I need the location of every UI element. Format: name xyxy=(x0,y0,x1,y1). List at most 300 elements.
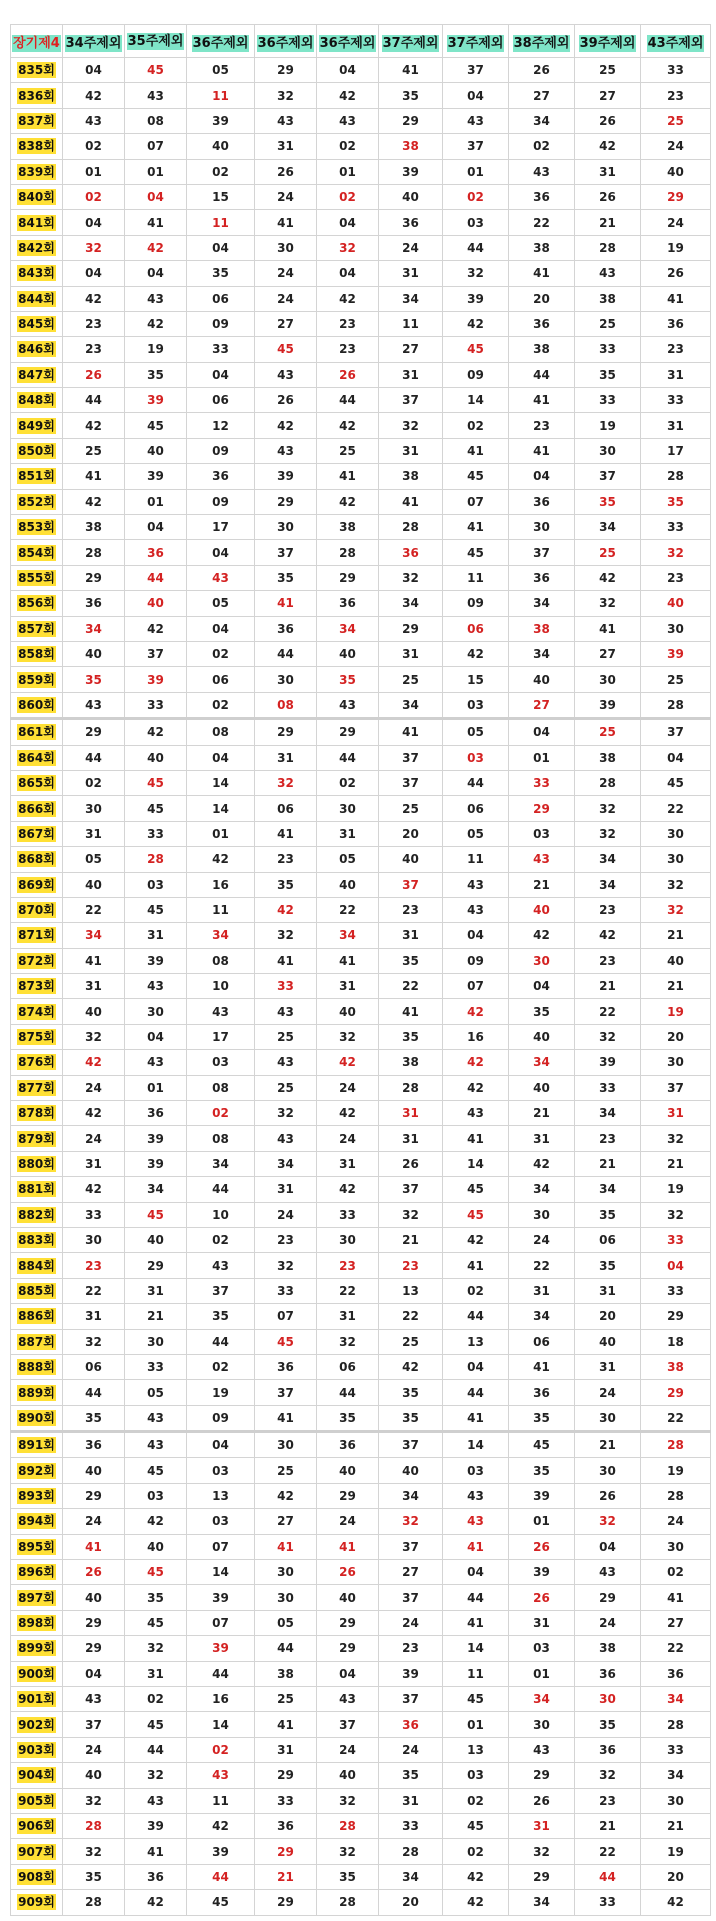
number-cell: 09 xyxy=(443,591,509,616)
number-cell: 14 xyxy=(443,1432,509,1458)
number-cell: 37 xyxy=(379,388,443,413)
number-cell: 44 xyxy=(187,1661,255,1686)
number-cell: 31 xyxy=(575,1278,641,1303)
number-cell: 34 xyxy=(509,1177,575,1202)
number-cell: 03 xyxy=(443,1458,509,1483)
round-label: 872회 xyxy=(18,953,55,968)
number-cell: 26 xyxy=(509,1788,575,1813)
number-cell: 40 xyxy=(125,745,187,770)
number-cell: 20 xyxy=(379,821,443,846)
round-cell xyxy=(11,58,63,83)
number-cell: 31 xyxy=(317,974,379,999)
table-row xyxy=(11,641,711,666)
number-cell: 22 xyxy=(379,974,443,999)
number-cell: 03 xyxy=(187,1458,255,1483)
number-cell: 22 xyxy=(641,796,711,821)
number-cell: 07 xyxy=(125,134,187,159)
number-cell: 33 xyxy=(255,1788,317,1813)
header-col-4: 36주제외 xyxy=(255,25,317,58)
number-cell: 26 xyxy=(509,1534,575,1559)
number-cell: 39 xyxy=(187,1585,255,1610)
number-cell: 21 xyxy=(641,1813,711,1838)
round-cell xyxy=(11,438,63,463)
round-label: 896회 xyxy=(18,1565,55,1580)
number-cell: 42 xyxy=(443,1050,509,1075)
round-label: 898회 xyxy=(18,1616,55,1631)
table-row xyxy=(11,948,711,973)
number-cell: 20 xyxy=(575,1304,641,1329)
number-cell: 41 xyxy=(255,948,317,973)
round-cell xyxy=(11,134,63,159)
number-cell: 35 xyxy=(317,1864,379,1889)
number-cell: 09 xyxy=(187,438,255,463)
number-cell: 38 xyxy=(575,286,641,311)
number-cell: 43 xyxy=(125,1432,187,1458)
number-cell: 04 xyxy=(317,1661,379,1686)
number-cell: 41 xyxy=(509,438,575,463)
number-cell: 02 xyxy=(187,1101,255,1126)
number-cell: 42 xyxy=(443,1227,509,1252)
number-cell: 42 xyxy=(125,1509,187,1534)
round-cell xyxy=(11,1712,63,1737)
round-cell xyxy=(11,1509,63,1534)
number-cell: 02 xyxy=(443,413,509,438)
round-label: 884회 xyxy=(18,1258,55,1273)
number-cell: 41 xyxy=(575,616,641,641)
number-cell: 30 xyxy=(509,1202,575,1227)
number-cell: 36 xyxy=(575,1661,641,1686)
number-cell: 06 xyxy=(187,286,255,311)
number-cell: 43 xyxy=(63,1687,125,1712)
number-cell: 41 xyxy=(317,464,379,489)
number-cell: 32 xyxy=(63,1329,125,1354)
number-cell: 44 xyxy=(509,362,575,387)
table-row xyxy=(11,770,711,795)
number-cell: 33 xyxy=(641,58,711,83)
number-cell: 31 xyxy=(379,923,443,948)
number-cell: 39 xyxy=(125,464,187,489)
number-cell: 42 xyxy=(125,616,187,641)
number-cell: 04 xyxy=(125,184,187,209)
number-cell: 41 xyxy=(509,388,575,413)
number-cell: 14 xyxy=(443,1636,509,1661)
round-cell xyxy=(11,1354,63,1379)
number-cell: 42 xyxy=(255,1483,317,1508)
round-label: 848회 xyxy=(18,393,55,408)
number-cell: 32 xyxy=(63,235,125,260)
number-cell: 33 xyxy=(509,770,575,795)
number-cell: 29 xyxy=(317,719,379,745)
number-cell: 29 xyxy=(255,489,317,514)
number-cell: 25 xyxy=(641,667,711,692)
number-cell: 28 xyxy=(379,1839,443,1864)
number-cell: 40 xyxy=(317,1763,379,1788)
round-cell xyxy=(11,1126,63,1151)
number-cell: 44 xyxy=(187,1329,255,1354)
number-cell: 07 xyxy=(255,1304,317,1329)
number-cell: 12 xyxy=(187,413,255,438)
number-cell: 32 xyxy=(575,1763,641,1788)
number-cell: 44 xyxy=(125,1737,187,1762)
number-cell: 01 xyxy=(443,159,509,184)
number-cell: 21 xyxy=(641,1151,711,1176)
number-cell: 45 xyxy=(125,58,187,83)
number-cell: 24 xyxy=(641,210,711,235)
number-cell: 01 xyxy=(509,1661,575,1686)
number-cell: 37 xyxy=(379,1687,443,1712)
number-cell: 43 xyxy=(255,1126,317,1151)
number-cell: 45 xyxy=(125,897,187,922)
number-cell: 37 xyxy=(187,1278,255,1303)
number-cell: 02 xyxy=(443,1788,509,1813)
number-cell: 14 xyxy=(443,388,509,413)
round-cell xyxy=(11,1458,63,1483)
number-cell: 02 xyxy=(443,1278,509,1303)
round-cell xyxy=(11,591,63,616)
number-cell: 42 xyxy=(63,1050,125,1075)
number-cell: 29 xyxy=(63,1483,125,1508)
number-cell: 45 xyxy=(125,413,187,438)
number-cell: 15 xyxy=(187,184,255,209)
number-cell: 43 xyxy=(443,1483,509,1508)
number-cell: 36 xyxy=(63,1432,125,1458)
number-cell: 29 xyxy=(255,1890,317,1915)
table-row xyxy=(11,286,711,311)
number-cell: 40 xyxy=(63,1458,125,1483)
number-cell: 23 xyxy=(575,1788,641,1813)
number-cell: 11 xyxy=(443,1661,509,1686)
number-cell: 42 xyxy=(443,311,509,336)
number-cell: 40 xyxy=(379,184,443,209)
round-cell xyxy=(11,692,63,718)
number-cell: 29 xyxy=(575,1585,641,1610)
number-cell: 32 xyxy=(125,1636,187,1661)
number-cell: 43 xyxy=(187,1253,255,1278)
number-cell: 32 xyxy=(63,1024,125,1049)
number-cell: 32 xyxy=(379,413,443,438)
number-cell: 13 xyxy=(443,1737,509,1762)
number-cell: 13 xyxy=(443,1329,509,1354)
table-row xyxy=(11,565,711,590)
number-cell: 41 xyxy=(317,1534,379,1559)
number-cell: 15 xyxy=(443,667,509,692)
round-label: 894회 xyxy=(18,1514,55,1529)
number-cell: 34 xyxy=(509,641,575,666)
number-cell: 28 xyxy=(641,1712,711,1737)
round-label: 907회 xyxy=(18,1844,55,1859)
number-cell: 28 xyxy=(379,515,443,540)
number-cell: 23 xyxy=(641,337,711,362)
table-row xyxy=(11,1763,711,1788)
round-cell xyxy=(11,261,63,286)
round-label: 850회 xyxy=(18,444,55,459)
number-cell: 45 xyxy=(125,796,187,821)
number-cell: 22 xyxy=(509,210,575,235)
number-cell: 02 xyxy=(641,1560,711,1585)
number-cell: 03 xyxy=(125,872,187,897)
round-label: 909회 xyxy=(18,1895,55,1910)
number-cell: 43 xyxy=(125,286,187,311)
number-cell: 41 xyxy=(379,719,443,745)
number-cell: 45 xyxy=(187,1890,255,1915)
round-label: 899회 xyxy=(18,1641,55,1656)
number-cell: 39 xyxy=(187,1636,255,1661)
number-cell: 31 xyxy=(125,1278,187,1303)
number-cell: 43 xyxy=(255,362,317,387)
number-cell: 06 xyxy=(317,1354,379,1379)
round-label: 905회 xyxy=(18,1793,55,1808)
number-cell: 36 xyxy=(125,1864,187,1889)
number-cell: 35 xyxy=(255,565,317,590)
number-cell: 30 xyxy=(317,1227,379,1252)
round-label: 836회 xyxy=(18,88,55,103)
number-cell: 33 xyxy=(255,974,317,999)
number-cell: 26 xyxy=(255,388,317,413)
table-row xyxy=(11,591,711,616)
number-cell: 40 xyxy=(317,1585,379,1610)
number-cell: 32 xyxy=(443,261,509,286)
table-row xyxy=(11,1890,711,1915)
number-cell: 43 xyxy=(509,1737,575,1762)
number-cell: 42 xyxy=(509,923,575,948)
number-cell: 32 xyxy=(317,235,379,260)
number-cell: 42 xyxy=(187,847,255,872)
number-cell: 04 xyxy=(63,261,125,286)
number-cell: 05 xyxy=(443,719,509,745)
number-cell: 02 xyxy=(63,184,125,209)
number-cell: 09 xyxy=(187,311,255,336)
number-cell: 44 xyxy=(125,565,187,590)
number-cell: 35 xyxy=(187,1304,255,1329)
round-cell xyxy=(11,388,63,413)
number-cell: 31 xyxy=(379,1101,443,1126)
number-cell: 02 xyxy=(63,134,125,159)
number-cell: 39 xyxy=(125,1151,187,1176)
table-row xyxy=(11,667,711,692)
number-cell: 42 xyxy=(317,413,379,438)
number-cell: 43 xyxy=(187,1763,255,1788)
number-cell: 20 xyxy=(641,1024,711,1049)
number-cell: 32 xyxy=(317,1788,379,1813)
round-cell xyxy=(11,847,63,872)
number-cell: 39 xyxy=(125,948,187,973)
round-label: 847회 xyxy=(18,367,55,382)
number-cell: 25 xyxy=(575,58,641,83)
number-cell: 19 xyxy=(575,413,641,438)
number-cell: 30 xyxy=(255,1560,317,1585)
number-cell: 02 xyxy=(443,1839,509,1864)
number-cell: 37 xyxy=(125,641,187,666)
header-col-9: 39주제외 xyxy=(575,25,641,58)
number-cell: 24 xyxy=(509,1227,575,1252)
number-cell: 35 xyxy=(379,1024,443,1049)
number-cell: 34 xyxy=(509,1050,575,1075)
number-cell: 06 xyxy=(575,1227,641,1252)
number-cell: 44 xyxy=(443,770,509,795)
round-cell xyxy=(11,1151,63,1176)
number-cell: 04 xyxy=(509,974,575,999)
number-cell: 40 xyxy=(63,1585,125,1610)
number-cell: 04 xyxy=(63,210,125,235)
number-cell: 04 xyxy=(125,261,187,286)
number-cell: 29 xyxy=(379,108,443,133)
number-cell: 26 xyxy=(509,1585,575,1610)
round-label: 838회 xyxy=(18,139,55,154)
number-cell: 35 xyxy=(63,1405,125,1431)
number-cell: 41 xyxy=(63,1534,125,1559)
round-label: 853회 xyxy=(18,520,55,535)
number-cell: 42 xyxy=(443,1075,509,1100)
number-cell: 31 xyxy=(379,362,443,387)
round-label: 858회 xyxy=(18,647,55,662)
number-cell: 42 xyxy=(63,489,125,514)
number-cell: 27 xyxy=(255,1509,317,1534)
number-cell: 36 xyxy=(125,1101,187,1126)
number-cell: 19 xyxy=(187,1380,255,1405)
number-cell: 24 xyxy=(63,1509,125,1534)
number-cell: 39 xyxy=(509,1483,575,1508)
number-cell: 33 xyxy=(317,1202,379,1227)
number-cell: 11 xyxy=(379,311,443,336)
round-cell xyxy=(11,616,63,641)
number-cell: 25 xyxy=(255,1075,317,1100)
number-cell: 29 xyxy=(379,616,443,641)
number-cell: 33 xyxy=(641,388,711,413)
number-cell: 37 xyxy=(379,770,443,795)
number-cell: 39 xyxy=(575,692,641,718)
number-cell: 31 xyxy=(509,1813,575,1838)
number-cell: 33 xyxy=(255,1278,317,1303)
header-col-6: 37주제외 xyxy=(379,25,443,58)
round-label: 859회 xyxy=(18,672,55,687)
number-cell: 19 xyxy=(641,1177,711,1202)
number-cell: 05 xyxy=(63,847,125,872)
number-cell: 09 xyxy=(443,948,509,973)
number-cell: 33 xyxy=(575,388,641,413)
round-cell xyxy=(11,286,63,311)
number-cell: 29 xyxy=(509,1763,575,1788)
round-cell xyxy=(11,1405,63,1431)
number-cell: 40 xyxy=(317,872,379,897)
number-cell: 30 xyxy=(641,1534,711,1559)
number-cell: 35 xyxy=(379,1405,443,1431)
number-cell: 08 xyxy=(187,1126,255,1151)
round-label: 885회 xyxy=(18,1283,55,1298)
number-cell: 09 xyxy=(187,1405,255,1431)
header-col-3: 36주제외 xyxy=(187,25,255,58)
number-cell: 35 xyxy=(509,1405,575,1431)
number-cell: 32 xyxy=(379,1509,443,1534)
number-cell: 23 xyxy=(317,337,379,362)
number-cell: 26 xyxy=(575,184,641,209)
table-row xyxy=(11,1585,711,1610)
number-cell: 42 xyxy=(509,1151,575,1176)
round-label: 849회 xyxy=(18,418,55,433)
number-cell: 04 xyxy=(317,210,379,235)
number-cell: 38 xyxy=(379,134,443,159)
number-cell: 42 xyxy=(317,1050,379,1075)
round-label: 888회 xyxy=(18,1360,55,1375)
number-cell: 43 xyxy=(255,999,317,1024)
header-round: 장기제4 xyxy=(11,25,63,58)
number-cell: 42 xyxy=(379,1354,443,1379)
number-cell: 38 xyxy=(641,1354,711,1379)
number-cell: 36 xyxy=(641,1661,711,1686)
round-cell xyxy=(11,1890,63,1915)
number-cell: 40 xyxy=(509,1075,575,1100)
number-cell: 10 xyxy=(187,1202,255,1227)
number-cell: 29 xyxy=(255,1763,317,1788)
round-label: 897회 xyxy=(18,1590,55,1605)
round-cell xyxy=(11,1380,63,1405)
number-cell: 33 xyxy=(125,692,187,718)
number-cell: 23 xyxy=(379,1253,443,1278)
number-cell: 35 xyxy=(63,1864,125,1889)
number-cell: 30 xyxy=(575,667,641,692)
number-cell: 42 xyxy=(443,641,509,666)
round-label: 851회 xyxy=(18,469,55,484)
number-cell: 42 xyxy=(255,897,317,922)
number-cell: 39 xyxy=(379,159,443,184)
number-cell: 43 xyxy=(443,897,509,922)
number-cell: 33 xyxy=(641,1278,711,1303)
number-cell: 25 xyxy=(317,438,379,463)
table-row xyxy=(11,1202,711,1227)
number-cell: 32 xyxy=(317,1839,379,1864)
number-cell: 26 xyxy=(509,58,575,83)
number-cell: 26 xyxy=(379,1151,443,1176)
number-cell: 02 xyxy=(187,692,255,718)
number-cell: 41 xyxy=(379,999,443,1024)
number-cell: 34 xyxy=(317,923,379,948)
number-cell: 43 xyxy=(443,108,509,133)
number-cell: 40 xyxy=(379,847,443,872)
number-cell: 41 xyxy=(443,438,509,463)
round-cell xyxy=(11,1636,63,1661)
number-cell: 24 xyxy=(317,1737,379,1762)
round-cell xyxy=(11,565,63,590)
number-cell: 23 xyxy=(63,337,125,362)
number-cell: 41 xyxy=(443,1610,509,1635)
number-cell: 38 xyxy=(63,515,125,540)
number-cell: 39 xyxy=(575,1050,641,1075)
number-cell: 40 xyxy=(509,667,575,692)
round-label: 893회 xyxy=(18,1489,55,1504)
number-cell: 42 xyxy=(575,134,641,159)
number-cell: 38 xyxy=(255,1661,317,1686)
number-cell: 23 xyxy=(575,1126,641,1151)
table-row xyxy=(11,821,711,846)
number-cell: 21 xyxy=(575,974,641,999)
number-cell: 36 xyxy=(187,464,255,489)
number-cell: 36 xyxy=(575,1737,641,1762)
table-row xyxy=(11,58,711,83)
number-cell: 01 xyxy=(125,159,187,184)
round-cell xyxy=(11,745,63,770)
number-cell: 38 xyxy=(509,337,575,362)
number-cell: 05 xyxy=(317,847,379,872)
round-label: 890회 xyxy=(18,1410,55,1425)
number-cell: 08 xyxy=(125,108,187,133)
number-cell: 44 xyxy=(255,1636,317,1661)
number-cell: 22 xyxy=(379,1304,443,1329)
table-row xyxy=(11,489,711,514)
number-cell: 45 xyxy=(443,1202,509,1227)
round-label: 840회 xyxy=(18,190,55,205)
round-label: 873회 xyxy=(18,979,55,994)
number-cell: 35 xyxy=(379,1380,443,1405)
number-cell: 43 xyxy=(255,108,317,133)
